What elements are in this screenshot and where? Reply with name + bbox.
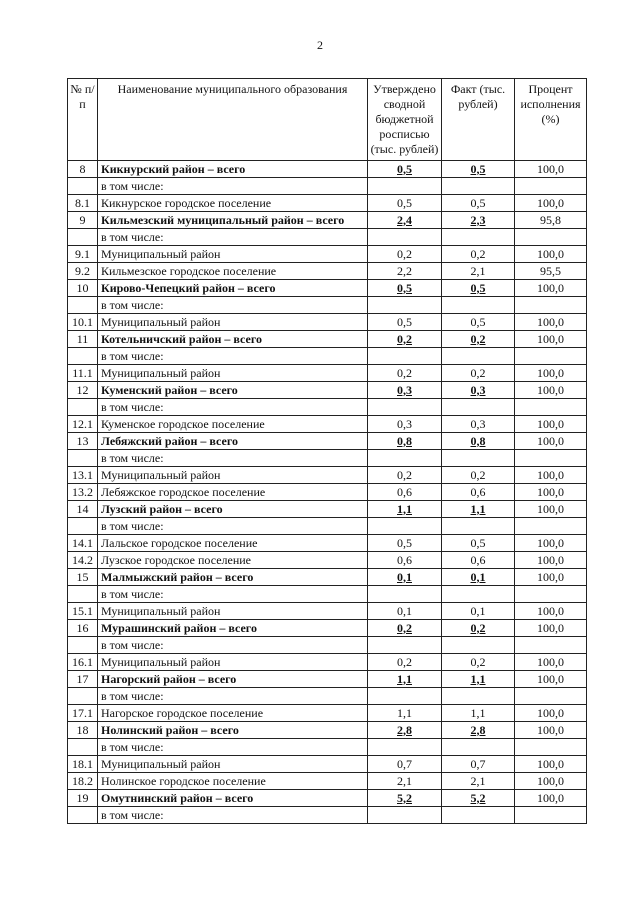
- cell-name: в том числе:: [98, 739, 368, 756]
- cell-name: Куменское городское поселение: [98, 416, 368, 433]
- cell-percent: 100,0: [515, 552, 587, 569]
- cell-approved: [368, 297, 442, 314]
- cell-num: [68, 348, 98, 365]
- cell-approved: 1,1: [368, 501, 442, 518]
- cell-name: Малмыжский район – всего: [98, 569, 368, 586]
- header-num: № п/п: [68, 79, 98, 161]
- cell-name: в том числе:: [98, 399, 368, 416]
- cell-percent: [515, 586, 587, 603]
- cell-name: Кикнурский район – всего: [98, 161, 368, 178]
- cell-num: 9: [68, 212, 98, 229]
- cell-num: 9.1: [68, 246, 98, 263]
- cell-percent: [515, 229, 587, 246]
- cell-num: [68, 807, 98, 824]
- cell-fact: [442, 348, 515, 365]
- cell-percent: [515, 807, 587, 824]
- cell-num: 10: [68, 280, 98, 297]
- cell-num: [68, 688, 98, 705]
- cell-approved: 2,2: [368, 263, 442, 280]
- cell-fact: 0,2: [442, 467, 515, 484]
- cell-approved: 0,8: [368, 433, 442, 450]
- cell-percent: 100,0: [515, 433, 587, 450]
- cell-fact: [442, 229, 515, 246]
- header-fact: Факт (тыс. рублей): [442, 79, 515, 161]
- cell-percent: 100,0: [515, 416, 587, 433]
- cell-num: 18: [68, 722, 98, 739]
- cell-fact: [442, 637, 515, 654]
- cell-percent: [515, 348, 587, 365]
- cell-num: [68, 178, 98, 195]
- cell-approved: 0,2: [368, 331, 442, 348]
- cell-percent: 100,0: [515, 603, 587, 620]
- cell-percent: 100,0: [515, 484, 587, 501]
- cell-approved: 2,4: [368, 212, 442, 229]
- table-row: [68, 263, 587, 280]
- cell-percent: 100,0: [515, 705, 587, 722]
- cell-name: Котельничский район – всего: [98, 331, 368, 348]
- table-row: [68, 416, 587, 433]
- header-percent: Процент исполнения (%): [515, 79, 587, 161]
- header-approved: Утверждено сводной бюджетной росписью (тыс. рублей): [368, 79, 442, 161]
- cell-approved: 0,2: [368, 654, 442, 671]
- table-row-subheader: [68, 518, 587, 535]
- table-row-subheader: [68, 586, 587, 603]
- cell-name: Муниципальный район: [98, 654, 368, 671]
- cell-num: [68, 450, 98, 467]
- table-row-subheader: [68, 807, 587, 824]
- cell-percent: 100,0: [515, 620, 587, 637]
- table-row-total: [68, 671, 587, 688]
- cell-fact: [442, 450, 515, 467]
- cell-fact: [442, 297, 515, 314]
- cell-num: [68, 229, 98, 246]
- cell-name: Нагорский район – всего: [98, 671, 368, 688]
- cell-percent: 100,0: [515, 501, 587, 518]
- cell-name: в том числе:: [98, 450, 368, 467]
- cell-num: 18.1: [68, 756, 98, 773]
- cell-num: [68, 399, 98, 416]
- cell-num: 13: [68, 433, 98, 450]
- cell-fact: 0,2: [442, 654, 515, 671]
- cell-name: Нагорское городское поселение: [98, 705, 368, 722]
- cell-name: Омутнинский район – всего: [98, 790, 368, 807]
- table-row-subheader: [68, 178, 587, 195]
- cell-approved: 0,3: [368, 382, 442, 399]
- table-row: [68, 603, 587, 620]
- table-row-total: [68, 722, 587, 739]
- cell-fact: 0,2: [442, 246, 515, 263]
- cell-num: 12: [68, 382, 98, 399]
- cell-approved: 0,3: [368, 416, 442, 433]
- table-row-total: [68, 501, 587, 518]
- cell-fact: 0,5: [442, 161, 515, 178]
- cell-name: Кильмезский муниципальный район – всего: [98, 212, 368, 229]
- cell-name: в том числе:: [98, 807, 368, 824]
- table-row: [68, 552, 587, 569]
- cell-fact: 0,6: [442, 484, 515, 501]
- cell-approved: 1,1: [368, 671, 442, 688]
- cell-fact: 0,5: [442, 535, 515, 552]
- table-row: [68, 467, 587, 484]
- cell-name: Кирово-Чепецкий район – всего: [98, 280, 368, 297]
- cell-name: Лузское городское поселение: [98, 552, 368, 569]
- table-row: [68, 773, 587, 790]
- cell-percent: [515, 178, 587, 195]
- cell-fact: 0,5: [442, 280, 515, 297]
- cell-num: 14.2: [68, 552, 98, 569]
- cell-approved: 0,2: [368, 365, 442, 382]
- table-row-subheader: [68, 399, 587, 416]
- cell-name: Нолинский район – всего: [98, 722, 368, 739]
- cell-percent: 100,0: [515, 756, 587, 773]
- cell-approved: 5,2: [368, 790, 442, 807]
- cell-approved: 0,6: [368, 552, 442, 569]
- cell-num: 8: [68, 161, 98, 178]
- cell-fact: 0,1: [442, 569, 515, 586]
- cell-num: 18.2: [68, 773, 98, 790]
- cell-approved: [368, 450, 442, 467]
- cell-name: Лузский район – всего: [98, 501, 368, 518]
- table-row: [68, 484, 587, 501]
- table-row: [68, 246, 587, 263]
- cell-approved: [368, 229, 442, 246]
- cell-name: Кикнурское городское поселение: [98, 195, 368, 212]
- cell-num: 15.1: [68, 603, 98, 620]
- cell-name: в том числе:: [98, 178, 368, 195]
- cell-num: [68, 637, 98, 654]
- cell-percent: [515, 739, 587, 756]
- cell-percent: 100,0: [515, 246, 587, 263]
- cell-num: 19: [68, 790, 98, 807]
- cell-approved: 0,7: [368, 756, 442, 773]
- cell-fact: 0,3: [442, 416, 515, 433]
- cell-num: 13.2: [68, 484, 98, 501]
- cell-approved: [368, 807, 442, 824]
- budget-execution-table: [67, 78, 587, 824]
- cell-approved: 0,5: [368, 280, 442, 297]
- cell-approved: 0,2: [368, 246, 442, 263]
- cell-percent: 100,0: [515, 161, 587, 178]
- cell-num: [68, 739, 98, 756]
- table-row: [68, 535, 587, 552]
- cell-percent: [515, 688, 587, 705]
- table-row-total: [68, 382, 587, 399]
- cell-percent: [515, 297, 587, 314]
- cell-name: Нолинское городское поселение: [98, 773, 368, 790]
- cell-percent: 100,0: [515, 671, 587, 688]
- cell-percent: 100,0: [515, 790, 587, 807]
- cell-percent: 100,0: [515, 722, 587, 739]
- cell-fact: 0,5: [442, 314, 515, 331]
- cell-fact: [442, 807, 515, 824]
- cell-percent: 100,0: [515, 280, 587, 297]
- cell-fact: 0,7: [442, 756, 515, 773]
- table-row: [68, 756, 587, 773]
- cell-name: Муниципальный район: [98, 365, 368, 382]
- cell-percent: 100,0: [515, 773, 587, 790]
- cell-fact: 0,8: [442, 433, 515, 450]
- cell-fact: 0,1: [442, 603, 515, 620]
- cell-approved: 0,1: [368, 569, 442, 586]
- cell-num: 14: [68, 501, 98, 518]
- cell-approved: 0,1: [368, 603, 442, 620]
- cell-fact: 0,2: [442, 620, 515, 637]
- cell-name: Муниципальный район: [98, 756, 368, 773]
- table-row: [68, 195, 587, 212]
- cell-fact: 2,3: [442, 212, 515, 229]
- cell-fact: 5,2: [442, 790, 515, 807]
- cell-name: Лебяжское городское поселение: [98, 484, 368, 501]
- cell-num: 16.1: [68, 654, 98, 671]
- table-row-total: [68, 790, 587, 807]
- table-row-subheader: [68, 229, 587, 246]
- table-row-total: [68, 620, 587, 637]
- cell-name: Муниципальный район: [98, 467, 368, 484]
- cell-name: Муниципальный район: [98, 246, 368, 263]
- cell-fact: 0,6: [442, 552, 515, 569]
- cell-percent: [515, 518, 587, 535]
- cell-approved: 2,1: [368, 773, 442, 790]
- cell-name: Куменский район – всего: [98, 382, 368, 399]
- cell-name: в том числе:: [98, 688, 368, 705]
- cell-num: 8.1: [68, 195, 98, 212]
- cell-fact: [442, 178, 515, 195]
- cell-percent: 100,0: [515, 365, 587, 382]
- table-row-subheader: [68, 348, 587, 365]
- cell-num: [68, 518, 98, 535]
- cell-fact: 2,8: [442, 722, 515, 739]
- cell-percent: 100,0: [515, 331, 587, 348]
- cell-num: 10.1: [68, 314, 98, 331]
- cell-name: в том числе:: [98, 586, 368, 603]
- cell-approved: 1,1: [368, 705, 442, 722]
- cell-num: 17.1: [68, 705, 98, 722]
- table-row: [68, 365, 587, 382]
- table-row: [68, 705, 587, 722]
- cell-percent: 95,5: [515, 263, 587, 280]
- cell-approved: [368, 348, 442, 365]
- cell-fact: 0,3: [442, 382, 515, 399]
- cell-num: 12.1: [68, 416, 98, 433]
- table-row-total: [68, 280, 587, 297]
- cell-num: 17: [68, 671, 98, 688]
- cell-num: 14.1: [68, 535, 98, 552]
- cell-percent: 100,0: [515, 467, 587, 484]
- cell-num: [68, 297, 98, 314]
- cell-name: в том числе:: [98, 229, 368, 246]
- cell-percent: [515, 399, 587, 416]
- table-row: [68, 654, 587, 671]
- cell-percent: [515, 450, 587, 467]
- cell-percent: 100,0: [515, 535, 587, 552]
- table-row-total: [68, 212, 587, 229]
- table-row-subheader: [68, 688, 587, 705]
- cell-fact: [442, 739, 515, 756]
- table-row: [68, 314, 587, 331]
- cell-approved: [368, 637, 442, 654]
- cell-name: Лебяжский район – всего: [98, 433, 368, 450]
- cell-percent: 100,0: [515, 382, 587, 399]
- cell-num: 11: [68, 331, 98, 348]
- cell-fact: 2,1: [442, 263, 515, 280]
- header-name: Наименование муниципального образования: [98, 79, 368, 161]
- cell-fact: 0,2: [442, 331, 515, 348]
- cell-fact: 1,1: [442, 705, 515, 722]
- cell-percent: 95,8: [515, 212, 587, 229]
- cell-approved: 0,5: [368, 314, 442, 331]
- cell-name: Лальское городское поселение: [98, 535, 368, 552]
- cell-approved: [368, 178, 442, 195]
- cell-fact: 0,2: [442, 365, 515, 382]
- cell-num: [68, 586, 98, 603]
- cell-fact: 0,5: [442, 195, 515, 212]
- cell-approved: 2,8: [368, 722, 442, 739]
- cell-approved: [368, 739, 442, 756]
- cell-percent: [515, 637, 587, 654]
- table-row-total: [68, 331, 587, 348]
- cell-approved: [368, 518, 442, 535]
- cell-num: 9.2: [68, 263, 98, 280]
- cell-fact: [442, 518, 515, 535]
- cell-name: в том числе:: [98, 348, 368, 365]
- cell-num: 15: [68, 569, 98, 586]
- table-row-total: [68, 161, 587, 178]
- cell-num: 11.1: [68, 365, 98, 382]
- table-row-subheader: [68, 637, 587, 654]
- cell-fact: 1,1: [442, 501, 515, 518]
- cell-name: Кильмезское городское поселение: [98, 263, 368, 280]
- cell-fact: 1,1: [442, 671, 515, 688]
- cell-percent: 100,0: [515, 654, 587, 671]
- page-number: 2: [317, 38, 323, 52]
- cell-approved: 0,5: [368, 535, 442, 552]
- cell-num: 16: [68, 620, 98, 637]
- table-header-row: [68, 79, 587, 161]
- cell-approved: 0,5: [368, 161, 442, 178]
- cell-name: Муниципальный район: [98, 314, 368, 331]
- cell-approved: 0,2: [368, 620, 442, 637]
- table-row-subheader: [68, 297, 587, 314]
- cell-name: Мурашинский район – всего: [98, 620, 368, 637]
- cell-percent: 100,0: [515, 195, 587, 212]
- cell-name: в том числе:: [98, 637, 368, 654]
- cell-percent: 100,0: [515, 314, 587, 331]
- table-row-subheader: [68, 450, 587, 467]
- cell-name: Муниципальный район: [98, 603, 368, 620]
- table-row-subheader: [68, 739, 587, 756]
- cell-num: 13.1: [68, 467, 98, 484]
- table-row-total: [68, 569, 587, 586]
- table-row-total: [68, 433, 587, 450]
- cell-fact: [442, 688, 515, 705]
- cell-approved: 0,5: [368, 195, 442, 212]
- cell-approved: [368, 399, 442, 416]
- cell-percent: 100,0: [515, 569, 587, 586]
- cell-name: в том числе:: [98, 518, 368, 535]
- cell-fact: 2,1: [442, 773, 515, 790]
- cell-fact: [442, 399, 515, 416]
- cell-approved: [368, 688, 442, 705]
- cell-fact: [442, 586, 515, 603]
- cell-approved: 0,2: [368, 467, 442, 484]
- cell-name: в том числе:: [98, 297, 368, 314]
- cell-approved: [368, 586, 442, 603]
- cell-approved: 0,6: [368, 484, 442, 501]
